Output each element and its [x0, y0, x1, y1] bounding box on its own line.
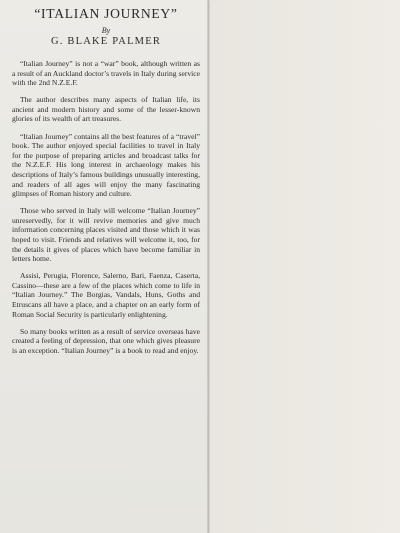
blurb-paragraph-4: Those who served in Italy will welcome “Italian Journey” unreservedly, for it will revive memories and give much information concerning places visited and those which it was hoped to visit. Friends and relatives will welcome it, too, for the details it gives of places which have become familiar in letters home.: [12, 206, 200, 264]
flap-shadow-edge: [207, 0, 210, 533]
flap-text-block: [12, 6, 200, 363]
book-author: G. BLAKE PALMER: [50, 36, 162, 47]
blurb-paragraph-2: The author describes many aspects of Italian life, its ancient and modern history and some of the lesser-known glories of its wealth of art treasures.: [12, 95, 200, 124]
book-title: “ITALIAN JOURNEY”: [34, 6, 178, 21]
blurb-paragraph-3: “Italian Journey” contains all the best features of a “travel” book. The author enjoyed special facilities to travel in Italy for the purpose of preparing articles and broadcast talks for the N.Z.E.F. His long interest in archaeology makes his descriptions of Italy’s famous buildings unusually interesting, and readers of all ages will enjoy the many fascinating glimpses of Roman history and culture.: [12, 131, 200, 199]
byline-by: By: [101, 26, 111, 35]
blurb-paragraph-6: So many books written as a result of service overseas have created a feeling of depression, that one which gives pleasure is an exception. “Italian Journey” is a book to read and enjoy.: [12, 326, 200, 355]
blurb-paragraph-5: Assisi, Perugia, Florence, Salerno, Bari, Faenza, Caserta, Cassino—these are a few of the places which come to life in “Italian Journey.” The Borgias, Vandals, Huns, Goths and Etruscans all have a place, and a chapter on an early form of Roman Social Security is particularly enlightening.: [12, 271, 200, 319]
blurb-paragraph-1: “Italian Journey” is not a “war” book, although written as a result of an Auckland doctor’s travels in Italy during service with the 2nd N.Z.E.F.: [12, 59, 200, 88]
